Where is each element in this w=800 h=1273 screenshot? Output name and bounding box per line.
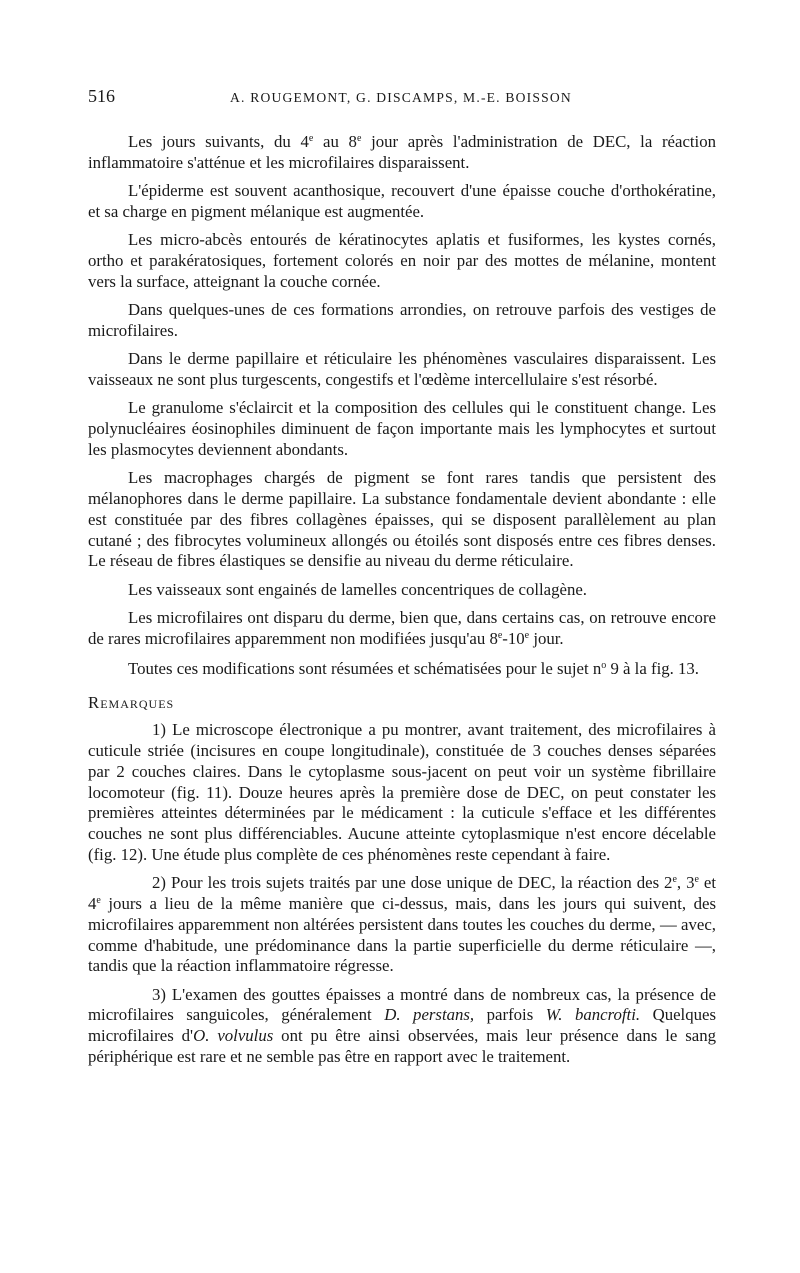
paragraph-8: Les vaisseaux sont engainés de lamelles concentriques de collagène. xyxy=(128,579,587,599)
paragraph-7: Les macrophages chargés de pigment se font rares tandis que persistent des mélanophores dans le derme papillaire. La substance fondamentale devient abondante : elle est constituée par des fibres collagènes épaisses, qui se disposent parallèlement au plan cutané ; des fibrocytes volumineux allongés ou étoilés sont disposés entre ces fibres denses. Le réseau de fibres élastiques se densifie au niveau du derme réticulaire. xyxy=(88,468,716,571)
remark-1: 1) Le microscope électronique a pu montrer, avant traitement, des microfilaires à cuticule striée (incisures en coupe longitudinale), constituée de 3 couches denses séparées par 2 couches claires. Dans le cytoplasme sous-jacent on peut voir un système fibrillaire locomoteur (fig. 11). Douze heures après la première dose de DEC, on peut constater les premières atteintes déterminées par le médicament : la cuticule s'efface et les différentes couches ne sont plus différenciables. Aucune atteinte cytoplasmique n'est encore décelable (fig. 12). Une étude plus complète de ces phénomènes reste cependant à faire. xyxy=(88,720,716,864)
paragraph-1: Les jours suivants, du 4e au 8e jour après l'administration de DEC, la réaction inflammatoire s'atténue et les microfilaires disparaissent. xyxy=(88,132,716,172)
paragraph-4: Dans quelques-unes de ces formations arrondies, on retrouve parfois des vestiges de microfilaires. xyxy=(88,300,716,340)
page-number: 516 xyxy=(88,86,115,106)
remark-2: 2) Pour les trois sujets traités par une dose unique de DEC, la réaction des 2e, 3e et 4e jours a lieu de la même manière que ci-dessus, mais, dans les jours qui suivent, des microfilaires apparemment non altérées persistent dans toutes les couches du derme, — avec, comme d'habitude, une prédominance dans la partie superficielle du derme réticulaire —, tandis que la réaction inflammatoire régresse. xyxy=(88,873,716,976)
running-head xyxy=(88,86,716,112)
species-name: W. bancrofti. xyxy=(545,1005,641,1025)
paragraph-6: Le granulome s'éclaircit et la composition des cellules qui le constituent change. Les polynucléaires éosinophiles diminuent de façon importante mais les lymphocytes et surtout les plasmocytes deviennent abondants. xyxy=(88,398,716,459)
page xyxy=(88,86,716,1075)
paragraph-2: L'épiderme est souvent acanthosique, recouvert d'une épaisse couche d'orthokératine, et sa charge en pigment mélanique est augmentée. xyxy=(88,181,716,221)
paragraph-3: Les micro-abcès entourés de kératinocytes aplatis et fusiformes, les kystes cornés, ortho et parakératosiques, fortement colorés en noir par des mottes de mélanine, montent vers la surface, atteignant la couche cornée. xyxy=(88,230,716,291)
running-head-authors: A. ROUGEMONT, G. DISCAMPS, M.-E. BOISSON xyxy=(230,90,572,105)
paragraph-5: Dans le derme papillaire et réticulaire les phénomènes vasculaires disparaissent. Les vaisseaux ne sont plus turgescents, congestifs et l'œdème intercellulaire s'est résorbé. xyxy=(88,349,716,389)
species-name: D. perstans, xyxy=(384,1005,475,1025)
paragraph-9: Les microfilaires ont disparu du derme, bien que, dans certains cas, on retrouve encore de rares microfilaires apparemment non modifiées jusqu'au 8e-10e jour. xyxy=(88,607,716,648)
species-name: O. volvulus xyxy=(193,1026,274,1046)
paragraph-10: Toutes ces modifications sont résumées et schématisées pour le sujet $n^o$ 9 à la fig. 13. xyxy=(128,658,699,678)
remarques-heading: Remarques xyxy=(88,693,175,713)
remark-3: 3) L'examen des gouttes épaisses a montré dans de nombreux cas, la présence de microfilaires sanguicoles, généralement D. perstans, parfois W. bancrofti. Quelques microfilaires d'O. volvulus ont pu être ainsi observées, mais leur présence dans le sang périphérique est rare et ne semble pas être en rapport avec le traitement. xyxy=(88,984,716,1067)
